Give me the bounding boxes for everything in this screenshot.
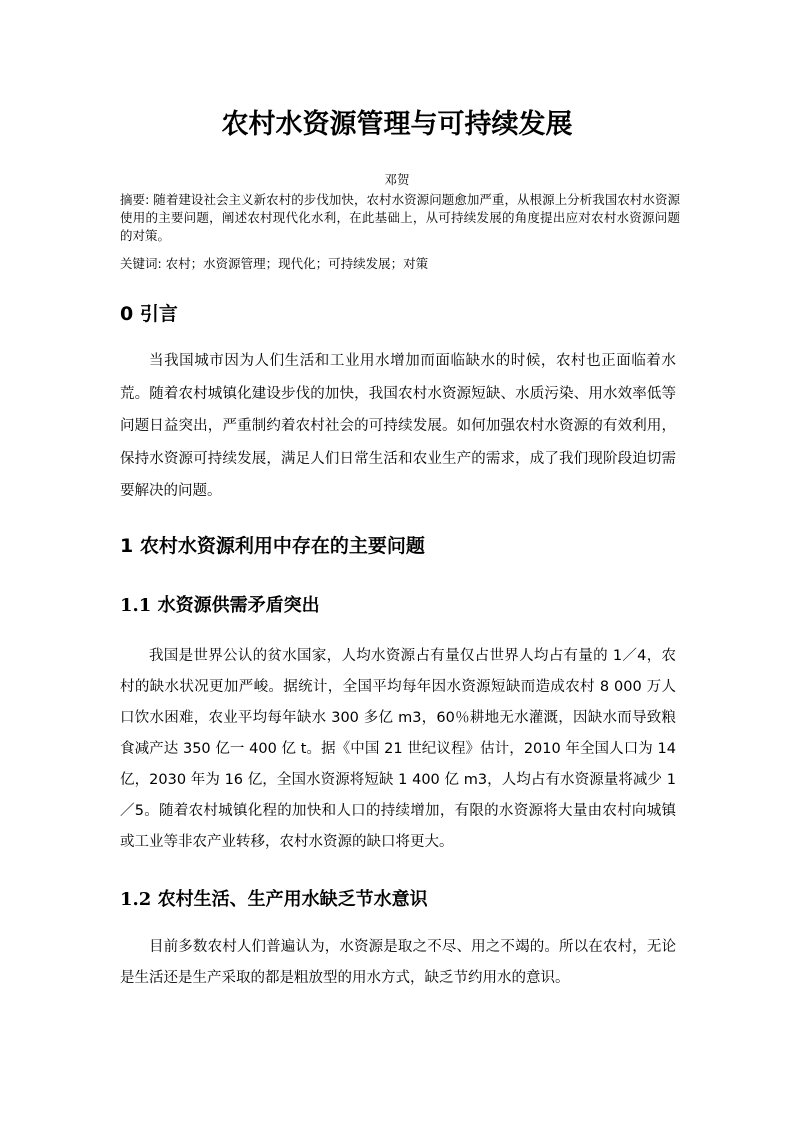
section-heading-introduction: 0 引言 [120,303,178,325]
paper-title: 农村水资源管理与可持续发展 [221,109,573,140]
keywords: 关键词: 农村；水资源管理；现代化；可持续发展；对策 [120,256,429,271]
paragraph-water-saving: 目前多数农村人们普遍认为，水资源是取之不尽、用之不竭的。所以在农村，无论是生活还是生产采取的都是粗放型的用水方式，缺乏节约用水的意识。 [120,939,676,986]
author-name: 邓贺 [384,172,410,187]
section-heading-main-problems: 1 农村水资源利用中存在的主要问题 [120,535,425,557]
subsection-heading-water-saving: 1.2 农村生活、生产用水缺乏节水意识 [120,889,428,910]
paragraph-introduction: 当我国城市因为人们生活和工业用水增加而面临缺水的时候，农村也正面临着水荒。随着农村城镇化建设步伐的加快，我国农村水资源短缺、水质污染、用水效率低等问题日益突出，严重制约着农村社会的可持续发展。如何加强农村水资源的有效利用，保持水资源可持续发展，满足人们日常生活和农业生产的需求，成了我们现阶段迫切需要解决的问题。 [120,353,676,500]
paragraph-supply-demand: 我国是世界公认的贫水国家，人均水资源占有量仅占世界人均占有量的 1／4，农村的缺水状况更加严峻。据统计，全国平均每年因水资源短缺而造成农村 8 000 万人口饮水困难，农业平均每年缺水 300 多亿 m3，60％耕地无水灌溉，因缺水而导致粮食减产达 350 亿一 400 亿 t。据《中国 21 世纪议程》估计，2010 年全国人口为 14 亿，2030 年为 16 亿，全国水资源将短缺 1 400 亿 m3，人均占有水资源量将减少 1／5。随着农村城镇化程的加快和人口的持续增加，有限的水资源将大量由农村向城镇或工业等非农产业转移，农村水资源的缺口将更大。 [120,648,676,850]
subsection-heading-supply-demand: 1.1 水资源供需矛盾突出 [120,595,320,616]
abstract: 摘要: 随着建设社会主义新农村的步伐加快，农村水资源问题愈加严重，从根源上分析我国农村水资源使用的主要问题，阐述农村现代化水利，在此基础上，从可持续发展的角度提出应对农村水资源问题的对策。 [120,192,680,243]
